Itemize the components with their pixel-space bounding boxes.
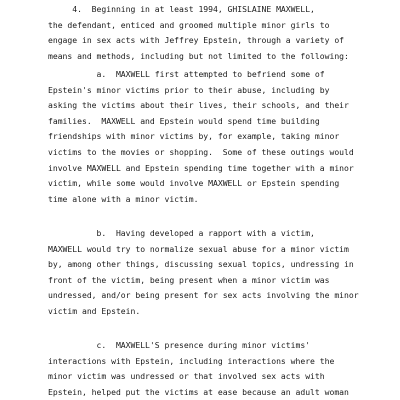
text-line: c. MAXWELL'S presence during minor victims' <box>48 340 311 350</box>
text-line: 4. Beginning in at least 1994, GHISLAINE MAXWELL, <box>48 4 315 14</box>
text-line: engage in sex acts with Jeffrey Epstein, through a variety of <box>48 35 345 46</box>
text-line: involve MAXWELL and Epstein spending time together with a minor <box>48 162 354 173</box>
text-line: time alone with a minor victim. <box>48 193 199 204</box>
text-line: b. Having developed a rapport with a victim, <box>48 228 315 238</box>
text-line: victim and Epstein. <box>48 305 141 316</box>
text-line: undressed, and/or being present for sex acts involving the minor <box>48 290 359 301</box>
text-line: Epstein's minor victims prior to their abuse, including by <box>48 84 330 95</box>
text-line: asking the victims about their lives, their schools, and their <box>48 100 349 111</box>
paragraph-a <box>48 67 384 207</box>
text-line: Epstein, helped put the victims at ease because an adult woman <box>48 386 349 397</box>
text-line: victim, while some would involve MAXWELL or Epstein spending <box>48 178 340 189</box>
text-line: MAXWELL would try to normalize sexual abuse for a minor victim <box>48 243 349 254</box>
text-line: means and methods, including but not limited to the following: <box>48 50 349 61</box>
text-line: a. MAXWELL first attempted to befriend some of <box>48 69 325 79</box>
paragraph-c <box>48 338 384 400</box>
paragraph-b <box>48 226 384 320</box>
text-line: front of the victim, being present when a minor victim was <box>48 274 330 285</box>
text-line: by, among other things, discussing sexual topics, undressing in <box>48 259 354 270</box>
text-line: interactions with Epstein, including interactions where the <box>48 355 335 366</box>
text-line: minor victim was undressed or that involved sex acts with <box>48 371 325 382</box>
text-line: victims to the movies or shopping. Some of these outings would <box>48 146 354 157</box>
paragraph-4 <box>48 2 384 64</box>
text-line: families. MAXWELL and Epstein would spend time building <box>48 115 320 126</box>
text-line: friendships with minor victims by, for example, taking minor <box>48 131 340 142</box>
text-line: the defendant, enticed and groomed multiple minor girls to <box>48 19 330 30</box>
